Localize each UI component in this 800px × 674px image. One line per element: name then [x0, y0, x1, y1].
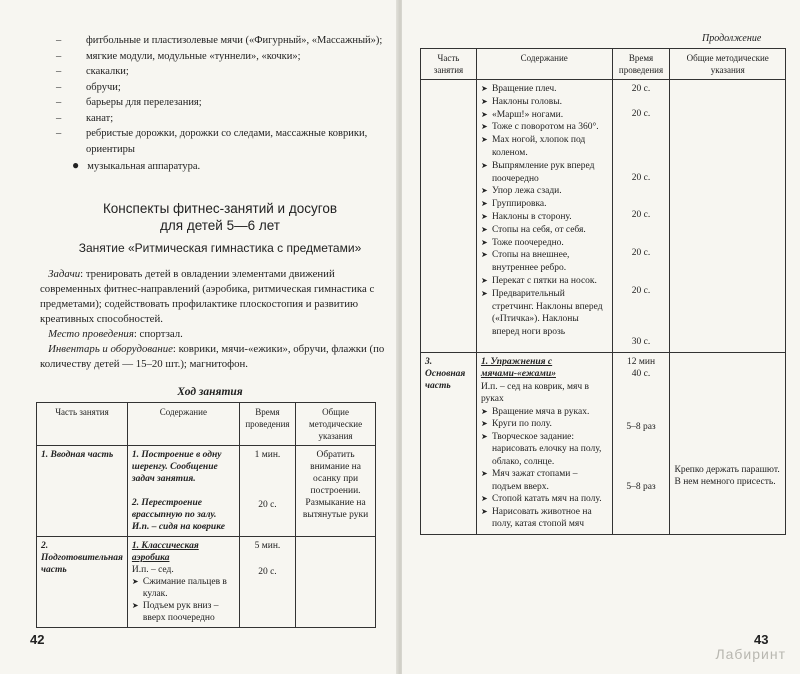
list-item: ➤ Подъем рук вниз – вверх поочередно	[132, 600, 235, 624]
list-item: ➤ Вращение мяча в руках.	[481, 406, 608, 419]
header-part: Часть занятия	[37, 403, 128, 446]
continued-label: Продолжение	[702, 33, 762, 44]
list-item: – фитбольные и пластизолевые мячи («Фигурный», «Массажный»);	[56, 35, 383, 46]
list-item: ➤ Наклоны в сторону.	[481, 211, 608, 224]
lesson-title: Занятие «Ритмическая гимнастика с предметами»	[78, 241, 362, 255]
content-cell: 1. Упражнения с мячами-«ежами» И.п. – сед на коврик, мяч в руках ➤ Вращение мяча в руках. ➤ Круги по полу. ➤ Творческое задание: нарисовать елочку на полу, облако, солнце. ➤ Мяч зажат стопами – подъем вверх. ➤ Стопой катать мяч на полу. ➤ Нарисовать животное на полу, катая стопой мяч	[476, 352, 612, 534]
list-item: ➤ Упор лежа сзади.	[481, 185, 608, 198]
notes-cell: Крепко держать парашют. В нем немного присесть.	[670, 352, 786, 534]
list-item: – канат;	[56, 112, 114, 124]
list-item: – барьеры для перелезания;	[56, 97, 202, 108]
tasks-paragraph: Задачи: тренировать детей в овладении элементами движений современных фитнес-направлений (аэробика, ритмическая гимнастика с предметами); содействовать профилактике плоскостопия и развитию креативных способностей.	[40, 268, 375, 325]
time-cell: 12 мин 40 с. 5–8 раз 5–8 раз	[612, 352, 670, 534]
list-item: ➤ Тоже поочередно.	[481, 237, 608, 250]
table-row	[421, 80, 786, 353]
header-notes: Общие методические указания	[296, 403, 376, 446]
part-cell: 2. Подготовительная часть	[37, 537, 128, 628]
list-item: ➤ Стопы на себя, от себя.	[481, 224, 608, 237]
table-header-row	[421, 49, 786, 80]
header-time: Время проведения	[612, 49, 670, 80]
time-cell: 5 мин. 20 с.	[239, 537, 295, 628]
watermark-logo: Лабиринт	[715, 646, 786, 662]
table-row	[421, 352, 786, 534]
list-item: – мягкие модули, модульные «туннели», «кочки»;	[56, 50, 301, 62]
equipment-bullet: ● музыкальная аппаратура.	[72, 158, 201, 172]
part-cell	[421, 80, 477, 353]
lesson-table-continued	[420, 48, 786, 535]
list-item: ➤ Выпрямление рук вперед поочередно	[481, 160, 608, 186]
content-cell: 1. Классическая аэробика И.п. – сед. ➤ Сжимание пальцев в кулак. ➤ Подъем рук вниз – вверх поочередно	[127, 537, 239, 628]
notes-cell: Обратить внимание на осанку при построении. Размыкание на вытянутые руки	[296, 446, 376, 537]
right-page	[402, 0, 800, 674]
header-time: Время проведения	[239, 403, 295, 446]
place-paragraph: Место проведения: спортзал.	[48, 328, 183, 340]
course-heading: Ход занятия	[177, 386, 243, 398]
list-item: – обручи;	[56, 81, 121, 93]
list-item: ➤ Наклоны головы.	[481, 96, 608, 109]
content-cell	[476, 80, 612, 353]
list-item: ➤ Вращение плеч.	[481, 83, 608, 96]
part-cell: 1. Вводная часть	[37, 446, 128, 537]
notes-cell	[296, 537, 376, 628]
table-header-row	[37, 403, 376, 446]
header-part: Часть занятия	[421, 49, 477, 80]
notes-cell	[670, 80, 786, 353]
list-item: ➤ Предварительный стретчинг. Наклоны вперед («Птичка»). Наклоны вперед ноги врозь	[481, 288, 608, 339]
list-item: ➤ Стопы на внешнее, внутреннее ребро.	[481, 249, 608, 275]
page-number: 42	[30, 632, 45, 647]
list-item: ➤ Группировка.	[481, 198, 608, 211]
header-content: Содержание	[127, 403, 239, 446]
list-item: ➤ Мах ногой, хлопок под коленом.	[481, 134, 608, 160]
table-row	[37, 537, 376, 628]
list-item: ➤ Мяч зажат стопами – подъем вверх.	[481, 468, 608, 493]
list-item: ➤ Нарисовать животное на полу, катая стопой мяч	[481, 506, 608, 531]
time-cell: 20 с. 20 с. 20 с. 20 с. 20 с. 20 с. 30 с.	[612, 80, 670, 353]
table-row	[37, 446, 376, 537]
list-item: ➤ Тоже с поворотом на 360°.	[481, 121, 608, 134]
list-item: ➤ Круги по полу.	[481, 418, 608, 431]
list-item: ➤ «Марш!» ногами.	[481, 109, 608, 122]
bullet-icon: ●	[72, 158, 80, 172]
lesson-table	[36, 402, 376, 628]
left-page	[0, 0, 398, 674]
header-content: Содержание	[476, 49, 612, 80]
list-item: ➤ Творческое задание: нарисовать елочку на полу, облако, солнце.	[481, 431, 608, 469]
materials-list	[56, 33, 386, 157]
list-item: ➤ Перекат с пятки на носок.	[481, 275, 608, 288]
header-notes: Общие методические указания	[670, 49, 786, 80]
list-item: ➤ Стопой катать мяч на полу.	[481, 493, 608, 506]
list-item: – ребристые дорожки, дорожки со следами, массажные коврики, ориентиры	[56, 128, 368, 155]
list-item: – скакалки;	[56, 66, 129, 77]
page-number: 43	[754, 632, 769, 647]
list-item: ➤ Сжимание пальцев в кулак.	[132, 576, 235, 600]
section-title: Конспекты фитнес-занятий и досугов для детей 5—6 лет	[102, 201, 338, 233]
time-cell: 1 мин. 20 с.	[239, 446, 295, 537]
part-cell: 3. Основная часть	[421, 352, 477, 534]
inventory-paragraph: Инвентарь и оборудование: коврики, мячи-«ежики», обручи, флажки (по количеству детей — 15–20 шт.); магнитофон.	[40, 343, 385, 370]
content-cell: 1. Построение в одну шеренгу. Сообщение задач занятия. 2. Перестроение врассыпную по залу. И.п. – сидя на коврике	[127, 446, 239, 537]
